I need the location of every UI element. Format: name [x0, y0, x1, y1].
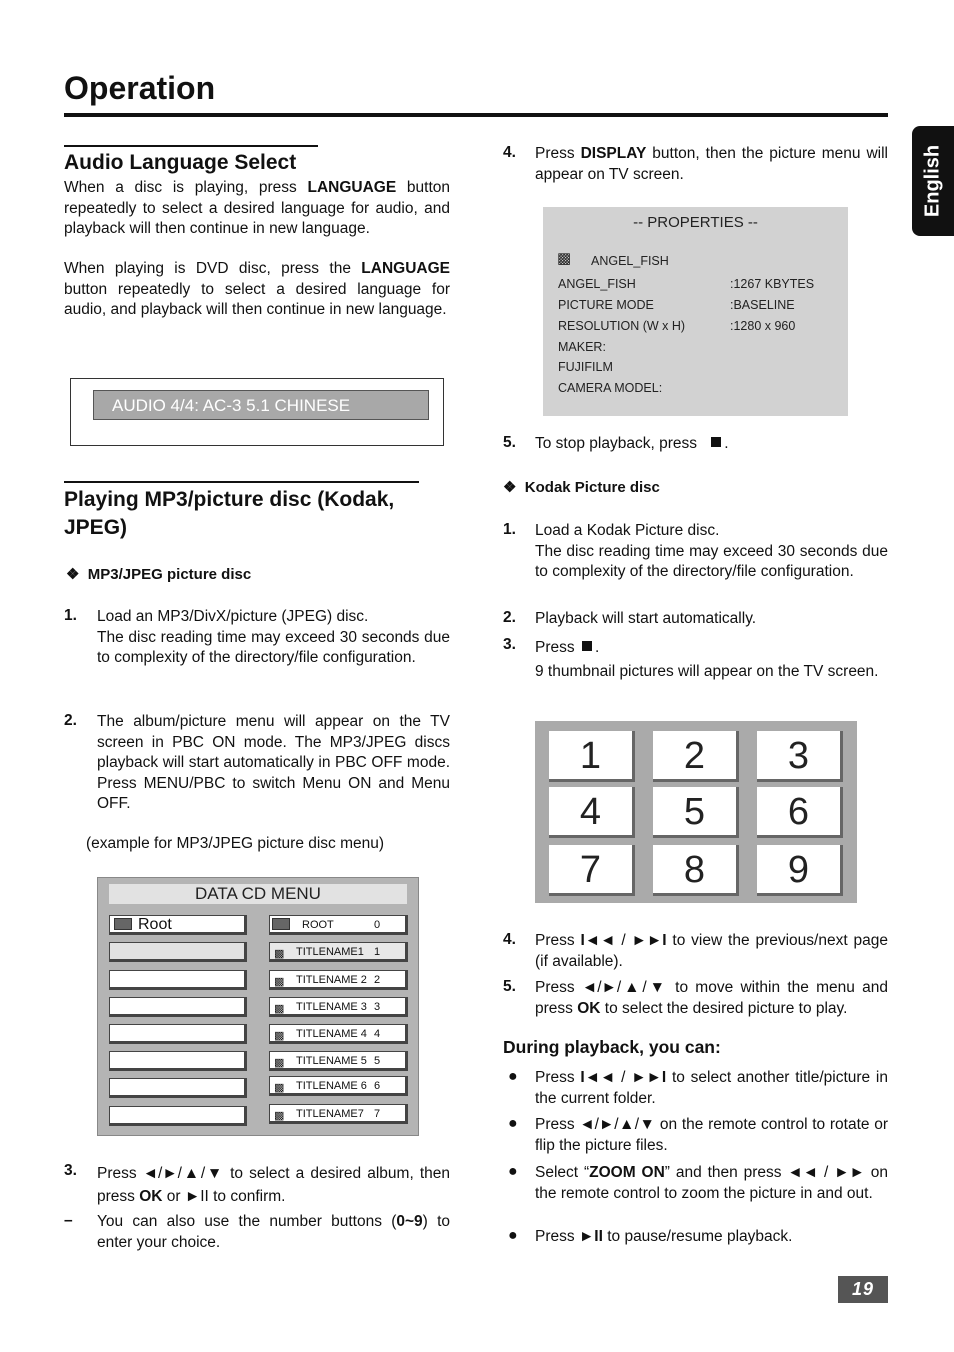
photo-icon: ▩: [274, 948, 285, 960]
folder-slot[interactable]: [109, 1078, 247, 1098]
thumbnail-9[interactable]: 9: [757, 845, 843, 896]
file-row[interactable]: ▩ TITLENAME 6 6: [269, 1076, 408, 1096]
mp3-subheading: ❖ MP3/JPEG picture disc: [66, 566, 252, 583]
next-icon: ►►I: [631, 1069, 667, 1086]
thumbnail-4[interactable]: 4: [549, 787, 635, 838]
audio-paragraph-1: When a disc is playing, press LANGUAGE button repeatedly to select a desired language for audio, and playback will then continue in new language.: [64, 179, 450, 237]
thumbnail-3[interactable]: 3: [757, 731, 843, 782]
file-row[interactable]: ▩ TITLENAME 4 4: [269, 1024, 408, 1044]
step-number: 4.: [503, 931, 516, 948]
folder-slot[interactable]: [109, 1106, 247, 1126]
during-item-3: Select “ZOOM ON” and then press ◄◄ / ►► on the remote control to zoom the picture in and out.: [535, 1164, 888, 1202]
mp3-step-3: Press ◄/►/▲/▼ to select a desired album, then press OK or ►II to confirm.: [97, 1165, 450, 1205]
section-rule: [64, 481, 419, 483]
properties-filename: ANGEL_FISH: [591, 254, 669, 268]
menu-example-caption: (example for MP3/JPEG picture disc menu): [86, 835, 385, 852]
folder-icon: [114, 918, 132, 930]
thumbnail-grid: [535, 721, 857, 903]
step-number: 5.: [503, 978, 516, 995]
kodak-step-1: Load a Kodak Picture disc. The disc reading time may exceed 30 seconds due to complexity of the directory/file configuration.: [535, 522, 888, 580]
bullet: ●: [508, 1068, 518, 1085]
property-value: :1267 KBYTES: [730, 277, 815, 291]
photo-icon: ▩: [274, 1003, 285, 1015]
folder-root[interactable]: Root: [109, 915, 247, 935]
photo-icon: ▩: [557, 250, 572, 267]
title-rule: [64, 113, 888, 117]
step-number: 1.: [503, 521, 516, 538]
file-row[interactable]: ROOT 0: [269, 915, 408, 935]
photo-icon: ▩: [274, 1057, 285, 1069]
step-number: 2.: [64, 712, 77, 729]
language-tab-label: English: [921, 144, 944, 218]
during-item-4: Press ►II to pause/resume playback.: [535, 1228, 793, 1245]
folder-slot[interactable]: [109, 1024, 247, 1044]
kodak-step-3: Press . 9 thumbnail pictures will appear on the TV screen.: [535, 639, 879, 680]
property-key: PICTURE MODE: [558, 298, 654, 312]
property-key: FUJIFILM: [558, 360, 613, 374]
prev-icon: I◄◄: [580, 932, 616, 949]
property-key: MAKER:: [558, 340, 606, 354]
thumbnail-1[interactable]: 1: [549, 731, 635, 782]
kodak-subheading: ❖ Kodak Picture disc: [503, 479, 660, 496]
step-number: 5.: [503, 434, 516, 451]
file-row[interactable]: ▩ TITLENAME1 1: [269, 942, 408, 962]
stop-step: To stop playback, press .: [535, 435, 729, 452]
folder-icon: [272, 918, 290, 930]
stop-icon: [582, 641, 592, 651]
data-cd-menu: [97, 877, 419, 1136]
photo-icon: ▩: [274, 1030, 285, 1042]
during-heading: During playback, you can:: [503, 1037, 721, 1057]
property-value: :1280 x 960: [730, 319, 796, 333]
kodak-step-5: Press ◄/►/▲/▼ to move within the menu and press OK to select the desired picture to play.: [535, 979, 888, 1017]
photo-icon: ▩: [274, 1110, 285, 1122]
audio-heading: Audio Language Select: [64, 151, 297, 174]
display-step: Press DISPLAY button, then the picture menu will appear on TV screen.: [535, 145, 888, 183]
next-icon: ►►I: [631, 932, 667, 949]
photo-icon: ▩: [274, 976, 285, 988]
thumbnail-8[interactable]: 8: [653, 845, 739, 896]
page-number: 19: [838, 1276, 888, 1303]
folder-slot[interactable]: [109, 1051, 247, 1071]
mp3-step-1: Load an MP3/DivX/picture (JPEG) disc. The disc reading time may exceed 30 seconds due to complexity of the directory/file configuration.: [97, 608, 450, 666]
during-item-1: Press I◄◄ / ►►I to select another title/picture in the current folder.: [535, 1069, 888, 1107]
bullet: ●: [508, 1163, 518, 1180]
section-rule: [64, 145, 318, 147]
mp3-step-2: The album/picture menu will appear on the TV screen in PBC ON mode. The MP3/JPEG discs playback will start automatically in PBC OFF mode. Press MENU/PBC to switch Menu ON and Menu OFF.: [97, 713, 450, 812]
language-tab: [912, 126, 954, 236]
photo-icon: ▩: [274, 1082, 285, 1094]
step-number: 1.: [64, 607, 77, 624]
bullet: ●: [508, 1115, 518, 1132]
property-key: RESOLUTION (W x H): [558, 319, 686, 333]
thumbnail-6[interactable]: 6: [757, 787, 843, 838]
stop-icon: [711, 437, 721, 447]
kodak-step-4: Press I◄◄ / ►►I to view the previous/next page (if available).: [535, 932, 888, 970]
mp3-step-3-note: You can also use the number buttons (0~9) to enter your choice.: [97, 1213, 451, 1251]
file-row[interactable]: ▩ TITLENAME 3 3: [269, 997, 408, 1017]
audio-osd-bar: AUDIO 4/4: AC-3 5.1 CHINESE: [93, 390, 429, 420]
step-number: 4.: [503, 144, 516, 161]
file-row[interactable]: ▩ TITLENAME7 7: [269, 1104, 408, 1124]
dash-marker: –: [64, 1212, 73, 1229]
property-key: ANGEL_FISH: [558, 277, 636, 291]
folder-slot[interactable]: [109, 942, 247, 962]
file-row[interactable]: ▩ TITLENAME 5 5: [269, 1051, 408, 1071]
page-title: Operation: [64, 70, 216, 106]
folder-slot[interactable]: [109, 970, 247, 990]
prev-icon: I◄◄: [580, 1069, 616, 1086]
step-number: 2.: [503, 609, 516, 626]
step-number: 3.: [64, 1162, 77, 1179]
thumbnail-2[interactable]: 2: [653, 731, 739, 782]
audio-osd-box: [70, 378, 444, 446]
file-row[interactable]: ▩ TITLENAME 2 2: [269, 970, 408, 990]
folder-slot[interactable]: [109, 997, 247, 1017]
property-value: :BASELINE: [730, 298, 795, 312]
thumbnail-5[interactable]: 5: [653, 787, 739, 838]
properties-panel: [543, 207, 848, 416]
property-key: CAMERA MODEL:: [558, 381, 663, 395]
cd-menu-title: DATA CD MENU: [109, 884, 407, 904]
properties-title: -- PROPERTIES --: [633, 214, 758, 231]
audio-paragraph-2: When playing is DVD disc, press the LANGUAGE button repeatedly to select a desired language for audio, and playback will then continue in new language.: [64, 260, 450, 318]
during-item-2: Press ◄/►/▲/▼ on the remote control to rotate or flip the picture files.: [535, 1116, 888, 1154]
bullet: ●: [508, 1227, 518, 1244]
thumbnail-7[interactable]: 7: [549, 845, 635, 896]
mp3-heading: Playing MP3/picture disc (Kodak, JPEG): [64, 488, 395, 539]
step-number: 3.: [503, 636, 516, 653]
kodak-step-2: Playback will start automatically.: [535, 610, 757, 627]
